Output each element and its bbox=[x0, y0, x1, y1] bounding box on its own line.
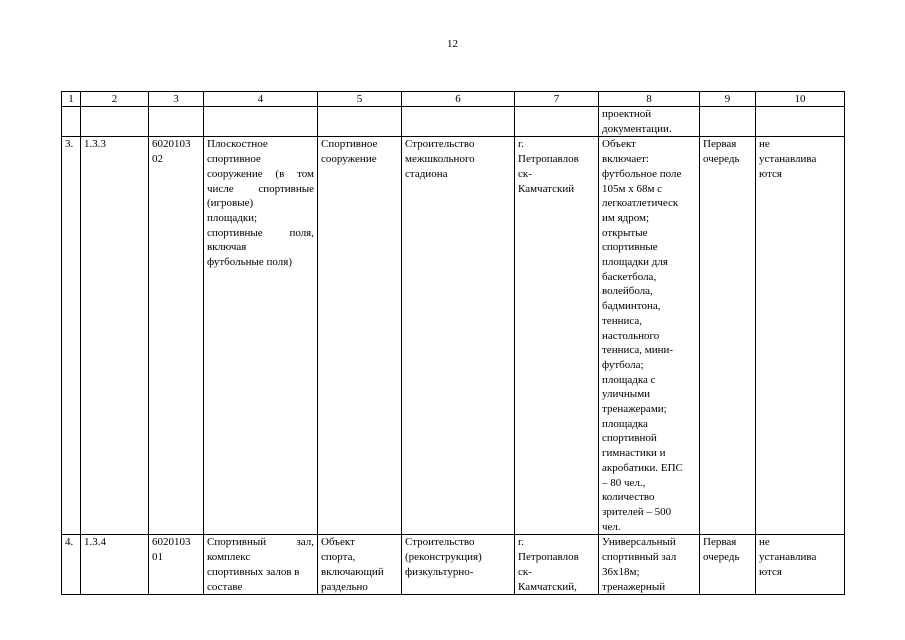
type-code bbox=[149, 137, 204, 535]
cell-line: ются bbox=[759, 167, 782, 180]
register-table bbox=[61, 91, 845, 595]
cell-line: тренажерный bbox=[602, 580, 666, 593]
cell-line: не bbox=[759, 536, 770, 549]
table-cell bbox=[515, 107, 599, 137]
continuation-characteristics bbox=[599, 107, 700, 137]
header-cell: 9 bbox=[700, 92, 756, 107]
object-characteristics bbox=[599, 137, 700, 535]
page-number: 12 bbox=[447, 38, 458, 50]
header-cell: 6 bbox=[402, 92, 515, 107]
object-purpose bbox=[318, 137, 402, 535]
type-code bbox=[149, 535, 204, 595]
protection-zones bbox=[756, 137, 845, 535]
header-cell: 5 bbox=[318, 92, 402, 107]
cell-line: г. bbox=[518, 138, 525, 151]
cell-line: зрителей – 500 bbox=[602, 505, 672, 518]
cell-line: спортивные поля, bbox=[207, 226, 314, 239]
cell-line: документации. bbox=[602, 122, 672, 135]
cell-line: спортивных залов в bbox=[207, 565, 300, 578]
cell-line: включает: bbox=[602, 153, 649, 166]
cell-line: стадиона bbox=[405, 167, 448, 180]
row-number: 3. bbox=[62, 137, 81, 535]
cell-line: Петропавлов bbox=[518, 551, 579, 564]
cell-line: футбольное поле bbox=[602, 167, 682, 180]
object-location bbox=[515, 535, 599, 595]
cell-line: спортивные bbox=[602, 241, 658, 254]
header-row bbox=[62, 92, 845, 107]
row-code: 1.3.3 bbox=[81, 137, 149, 535]
table-cell bbox=[318, 107, 402, 137]
table-cell bbox=[149, 107, 204, 137]
planned-action bbox=[402, 535, 515, 595]
header-cell: 1 bbox=[62, 92, 81, 107]
cell-line: включающий bbox=[321, 565, 384, 578]
cell-line: 01 bbox=[152, 551, 163, 564]
cell-line: футбола; bbox=[602, 358, 644, 371]
cell-line: (реконструкция) bbox=[405, 551, 482, 564]
table-row bbox=[62, 535, 845, 595]
cell-line: 36х18м; bbox=[602, 565, 640, 578]
cell-line: 02 bbox=[152, 153, 163, 166]
cell-line: межшкольного bbox=[405, 153, 475, 166]
cell-line: тенниса, bbox=[602, 314, 642, 327]
cell-line: Строительство bbox=[405, 138, 475, 151]
header-cell: 2 bbox=[81, 92, 149, 107]
header-cell: 4 bbox=[204, 92, 318, 107]
row-number: 4. bbox=[62, 535, 81, 595]
cell-line: очередь bbox=[703, 153, 740, 166]
cell-line: им ядром; bbox=[602, 211, 650, 224]
cell-line: составе bbox=[207, 580, 243, 593]
cell-line: проектной bbox=[602, 108, 652, 120]
cell-line: настольного bbox=[602, 329, 660, 342]
cell-line: (игровые) bbox=[207, 197, 254, 210]
cell-line: тенниса, мини- bbox=[602, 344, 674, 357]
cell-line: Плоскостное bbox=[207, 138, 268, 151]
planned-action bbox=[402, 137, 515, 535]
cell-line: физкультурно- bbox=[405, 565, 474, 578]
protection-zones bbox=[756, 535, 845, 595]
cell-line: гимнастики и bbox=[602, 447, 666, 460]
object-purpose bbox=[318, 535, 402, 595]
table-cell bbox=[81, 107, 149, 137]
cell-line: г. bbox=[518, 536, 525, 549]
cell-line: легкоатлетическ bbox=[602, 197, 679, 210]
object-name bbox=[204, 535, 318, 595]
cell-line: ск- bbox=[518, 167, 532, 180]
cell-line: 6020103 bbox=[152, 536, 191, 549]
cell-line: ются bbox=[759, 565, 782, 578]
cell-line: волейбола, bbox=[602, 285, 653, 298]
table-cell bbox=[62, 107, 81, 137]
cell-line: сооружение (в том bbox=[207, 167, 314, 180]
cell-line: Строительство bbox=[405, 536, 475, 549]
cell-line: площадка bbox=[602, 417, 648, 430]
cell-line: площадка с bbox=[602, 373, 656, 386]
cell-line: числе спортивные bbox=[207, 182, 314, 195]
cell-line: Камчатский, bbox=[518, 580, 577, 593]
cell-line: Первая bbox=[703, 138, 737, 151]
object-location bbox=[515, 137, 599, 535]
implementation-stage bbox=[700, 137, 756, 535]
cell-line: спортивное bbox=[207, 153, 261, 166]
cell-line: включая bbox=[207, 241, 247, 254]
cell-line: не bbox=[759, 138, 770, 151]
cell-line: площадки; bbox=[207, 211, 258, 224]
header-cell: 8 bbox=[599, 92, 700, 107]
cell-line: устанавлива bbox=[759, 153, 817, 166]
cell-line: Спортивное bbox=[321, 138, 378, 151]
cell-line: Универсальный bbox=[602, 536, 676, 549]
cell-line: устанавлива bbox=[759, 551, 817, 564]
cell-line: спортивный зал bbox=[602, 551, 677, 564]
cell-line: тренажерами; bbox=[602, 403, 667, 416]
cell-line: Спортивный зал, bbox=[207, 536, 314, 549]
cell-line: Объект bbox=[321, 536, 355, 549]
cell-line: уличными bbox=[602, 388, 651, 401]
object-characteristics bbox=[599, 535, 700, 595]
cell-line: чел. bbox=[602, 520, 621, 533]
cell-line: Камчатский bbox=[518, 182, 575, 195]
header-cell: 10 bbox=[756, 92, 845, 107]
table-row bbox=[62, 137, 845, 535]
cell-line: открытые bbox=[602, 226, 648, 239]
implementation-stage bbox=[700, 535, 756, 595]
cell-line: футбольные поля) bbox=[207, 256, 292, 269]
cell-line: 105м х 68м с bbox=[602, 182, 663, 195]
row-code: 1.3.4 bbox=[81, 535, 149, 595]
cell-line: очередь bbox=[703, 551, 740, 564]
cell-line: бадминтона, bbox=[602, 300, 661, 313]
cell-line: площадки для bbox=[602, 256, 668, 269]
object-name bbox=[204, 137, 318, 535]
cell-line: Объект bbox=[602, 138, 636, 151]
cell-line: спорта, bbox=[321, 551, 356, 564]
cell-line: ск- bbox=[518, 565, 532, 578]
table-cell bbox=[756, 107, 845, 137]
table-cell bbox=[700, 107, 756, 137]
table-cell bbox=[204, 107, 318, 137]
cell-line: – 80 чел., bbox=[602, 476, 646, 489]
cell-line: Первая bbox=[703, 536, 737, 549]
cell-line: акробатики. ЕПС bbox=[602, 461, 683, 474]
cell-line: сооружение bbox=[321, 153, 377, 166]
cell-line: спортивной bbox=[602, 432, 657, 445]
table-cell bbox=[402, 107, 515, 137]
cell-line: комплекс bbox=[207, 551, 251, 564]
cell-line: Петропавлов bbox=[518, 153, 579, 166]
cell-line: баскетбола, bbox=[602, 270, 657, 283]
header-cell: 7 bbox=[515, 92, 599, 107]
header-cell: 3 bbox=[149, 92, 204, 107]
cell-line: 6020103 bbox=[152, 138, 191, 151]
cell-line: количество bbox=[602, 491, 655, 504]
cell-line: раздельно bbox=[321, 580, 368, 593]
continuation-row bbox=[62, 107, 845, 137]
